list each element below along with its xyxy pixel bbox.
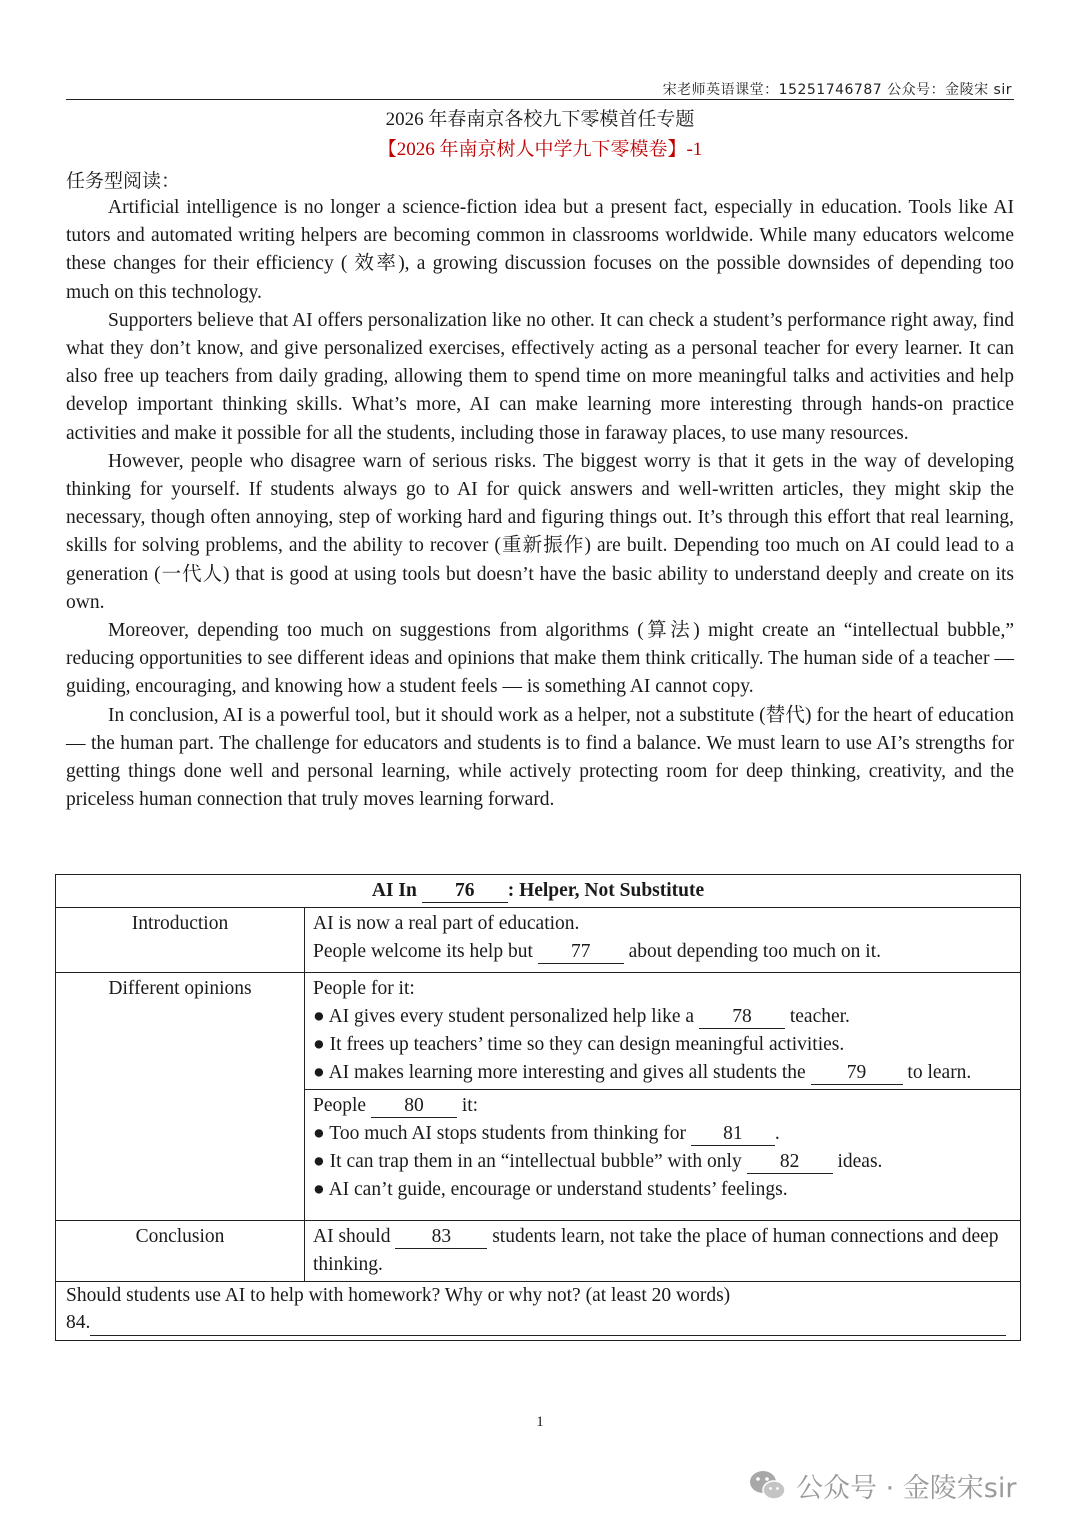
passage-paragraph: However, people who disagree warn of serious risks. The biggest worry is that it gets in the way of developing thinking for yourself. If students always go to AI for quick answers and well-written articles, they might skip the necessary, though often annoying, step of working hard and figuring things out. It’s through this effort that real learning, skills for solving problems, and the ability to recover (重新振作) are built. Depending too much on AI could lead to a generation (一代人) that is good at using tools but doesn’t have the basic ability to understand deeply and create on its own.	[66, 450, 1014, 613]
page-title: 2026 年春南京各校九下零模首任专题	[385, 109, 695, 130]
blank-82[interactable]: 82	[747, 1151, 833, 1174]
supporters-cell: People for it: ● AI gives every student personalized help like a 78 teacher. ● It frees up teachers’ time so they can design meaningful activities. ● AI makes learning more interesting and gives all students the 79 to learn.	[305, 973, 1021, 1090]
header-divider	[66, 99, 1014, 100]
exam-subtitle: 【2026 年南京树人中学九下零模卷】-1	[377, 139, 703, 160]
introduction-cell: AI is now a real part of education. People welcome its help but 77 about depending too much on it.	[305, 908, 1021, 973]
opponents-cell: People 80 it: ● Too much AI stops students from thinking for 81 . ● It can trap them in an “intellectual bubble” with only 82 ideas. ● AI can’t guide, encourage or understand students’ feelings.	[305, 1090, 1021, 1221]
table-title: AI In 76 : Helper, Not Substitute	[56, 875, 1021, 908]
row-label-conclusion: Conclusion	[56, 1221, 305, 1282]
passage-paragraph: Artificial intelligence is no longer a science-fiction idea but a present fact, especially in education. Tools like AI tutors and automated writing helpers are becoming common in classrooms worldwide. While many educators welcome these changes for their efficiency ( 效率), a growing discussion focuses on the possible downsides of depending too much on this technology.	[66, 197, 1014, 303]
page-number: 1	[536, 1414, 544, 1430]
blank-79[interactable]: 79	[811, 1062, 903, 1085]
passage-paragraph: In conclusion, AI is a powerful tool, but it should work as a helper, not a substitute (替代) for the heart of education — the human part. The challenge for educators and students is to find a balance. We must learn to use AI’s strengths for getting things done well and personal learning, while actively protecting room for deep thinking, creativity, and the priceless human connection that truly moves learning forward.	[66, 704, 1014, 811]
blank-78[interactable]: 78	[699, 1006, 785, 1029]
passage-paragraph: Supporters believe that AI offers personalization like no other. It can check a student’s performance right away, find what they don’t know, and give personalized exercises, effectively acting as a personal teacher for every learner. It can also free up teachers from daily grading, allowing them to spend time on more meaningful talks and activities and help develop important thinking skills. What’s more, AI can make learning more interesting through hands-on practice activities and make it possible for all the students, including those in faraway places, to use many resources.	[66, 309, 1014, 444]
blank-83[interactable]: 83	[395, 1226, 487, 1249]
wechat-icon	[748, 1468, 788, 1504]
blank-80[interactable]: 80	[371, 1095, 457, 1118]
blank-81[interactable]: 81	[691, 1123, 775, 1146]
outline-table	[55, 874, 1021, 1341]
answer-line-84[interactable]	[90, 1315, 1006, 1336]
writing-question: Should students use AI to help with homework? Why or why not? (at least 20 words)	[66, 1285, 731, 1306]
passage-paragraph: Moreover, depending too much on suggestions from algorithms (算法) might create an “intellectual bubble,” reducing opportunities to see different ideas and opinions that make them think critically. The human side of a teacher — guiding, encouraging, and knowing how a student feels — is something AI cannot copy.	[66, 620, 1014, 698]
conclusion-cell: AI should 83 students learn, not take the place of human connections and deep thinking.	[305, 1221, 1021, 1282]
writing-question-cell	[56, 1282, 1021, 1341]
blank-77[interactable]: 77	[538, 941, 624, 964]
blank-76[interactable]: 76	[422, 880, 508, 903]
watermark-text: 公众号 · 金陵宋sir	[796, 1473, 1017, 1504]
section-label: 任务型阅读：	[66, 171, 181, 192]
watermark	[748, 1466, 1016, 1505]
header-contact: 宋老师英语课堂：15251746787 公众号：金陵宋 sir	[662, 82, 1012, 98]
row-label-introduction: Introduction	[56, 908, 305, 973]
reading-passage	[66, 194, 1014, 814]
answer-number: 84.	[66, 1312, 91, 1333]
row-label-opinions: Different opinions	[56, 973, 305, 1221]
